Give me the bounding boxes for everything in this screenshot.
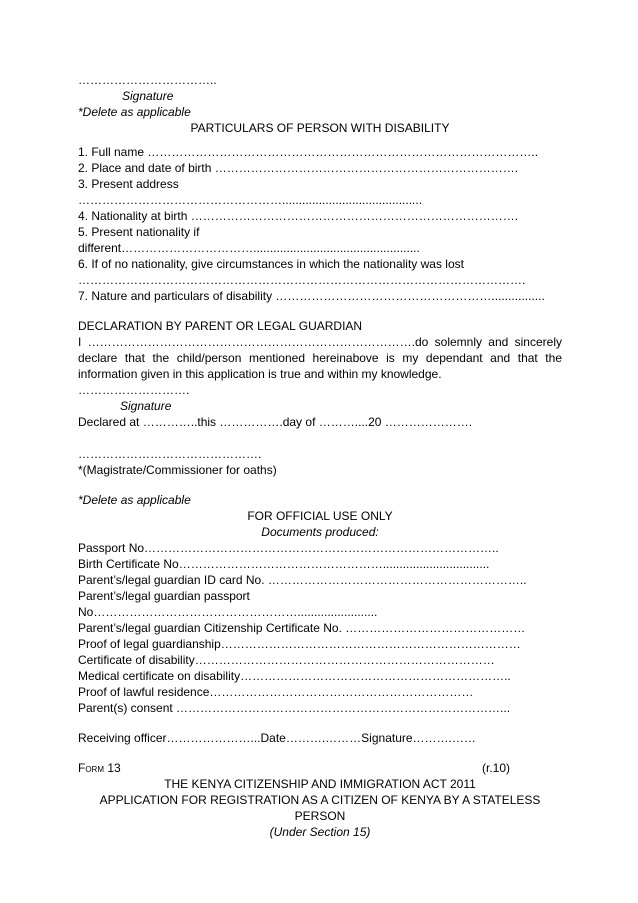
section-heading-particulars: PARTICULARS OF PERSON WITH DISABILITY	[190, 121, 450, 135]
magistrate-signature-line: ……………………………………….	[78, 447, 262, 461]
form-number: Form 13	[78, 761, 121, 775]
document-item: Birth Certificate No……………………………………………................................	[78, 557, 490, 571]
signature-label: Signature	[122, 89, 174, 103]
documents-produced-label: Documents produced:	[261, 525, 379, 539]
particulars-item: ………………………………………………………………………………………………….	[78, 273, 526, 287]
form-number-row	[78, 760, 562, 776]
particulars-item: 5. Present nationality if	[78, 225, 200, 239]
document-item: Certificate of disability…………………………………………………………………	[78, 653, 495, 667]
particulars-item: ……………………………………………..........................................	[78, 193, 423, 207]
particulars-item: 7. Nature and particulars of disability ………………………………………………................	[78, 289, 545, 303]
document-item: Medical certificate on disability…………………………………………………………..	[78, 669, 511, 683]
declaration-signature-line: ……………………….	[78, 383, 190, 397]
act-title: THE KENYA CITIZENSHIP AND IMMIGRATION ACT 2011	[164, 777, 476, 791]
document-item: Parent(s) consent ………………………………………………………………………...	[78, 701, 511, 715]
document-item: Proof of lawful residence…………………………………………………………	[78, 685, 474, 699]
application-title-line1: APPLICATION FOR REGISTRATION AS A CITIZEN OF KENYA BY A STATELESS	[99, 793, 541, 807]
document-item: Parent’s/legal guardian ID card No. ………………………………………………………..	[78, 573, 527, 587]
particulars-list	[78, 144, 562, 304]
section-heading-declaration: DECLARATION BY PARENT OR LEGAL GUARDIAN	[78, 319, 363, 333]
document-item: Parent’s/legal guardian passport	[78, 589, 250, 603]
application-title-line2: PERSON	[294, 809, 346, 823]
declared-at-line: Declared at …………..this …………….day of ………....20 ………………….	[78, 415, 473, 429]
document-item: Passport No……………………………………………………………………………..	[78, 541, 499, 555]
particulars-item: 6. If of no nationality, give circumstances in which the nationality was lost	[78, 257, 464, 271]
declaration-signature-label: Signature	[120, 399, 172, 413]
document-page	[78, 72, 562, 840]
particulars-item: 2. Place and date of birth ………………………………………………………………….	[78, 161, 519, 175]
delete-note: *Delete as applicable	[78, 105, 191, 119]
signature-line: ……………………………..	[78, 73, 217, 87]
particulars-item: 1. Full name ……………………………………………………………………………………..	[78, 145, 539, 159]
document-item: Parent’s/legal guardian Citizenship Certificate No. ………………………………………	[78, 621, 526, 635]
documents-list	[78, 540, 562, 716]
declaration-paragraph: I ……………………………………………………………………….do solemnly and sincerely declare that the child/person mentioned hereinabove is my dependant and that the information given in this application is true and within my knowledge.	[78, 335, 562, 381]
particulars-item: 3. Present address	[78, 177, 179, 191]
particulars-item: different……………………………..................................................	[78, 241, 420, 255]
receiving-officer-line: Receiving officer…………………...Date……….………Signature……….……	[78, 731, 476, 745]
particulars-item: 4. Nationality at birth ……………………………………………………………………….	[78, 209, 519, 223]
document-item: Proof of legal guardianship…………………………………………………………………	[78, 637, 521, 651]
delete-note-official: *Delete as applicable	[78, 493, 191, 507]
section-heading-official: FOR OFFICIAL USE ONLY	[247, 509, 393, 523]
document-item: No……………………………………………........................	[78, 605, 378, 619]
under-section: (Under Section 15)	[269, 825, 371, 839]
rule-reference: (r.10)	[481, 761, 510, 775]
magistrate-label: *(Magistrate/Commissioner for oaths)	[78, 463, 277, 477]
